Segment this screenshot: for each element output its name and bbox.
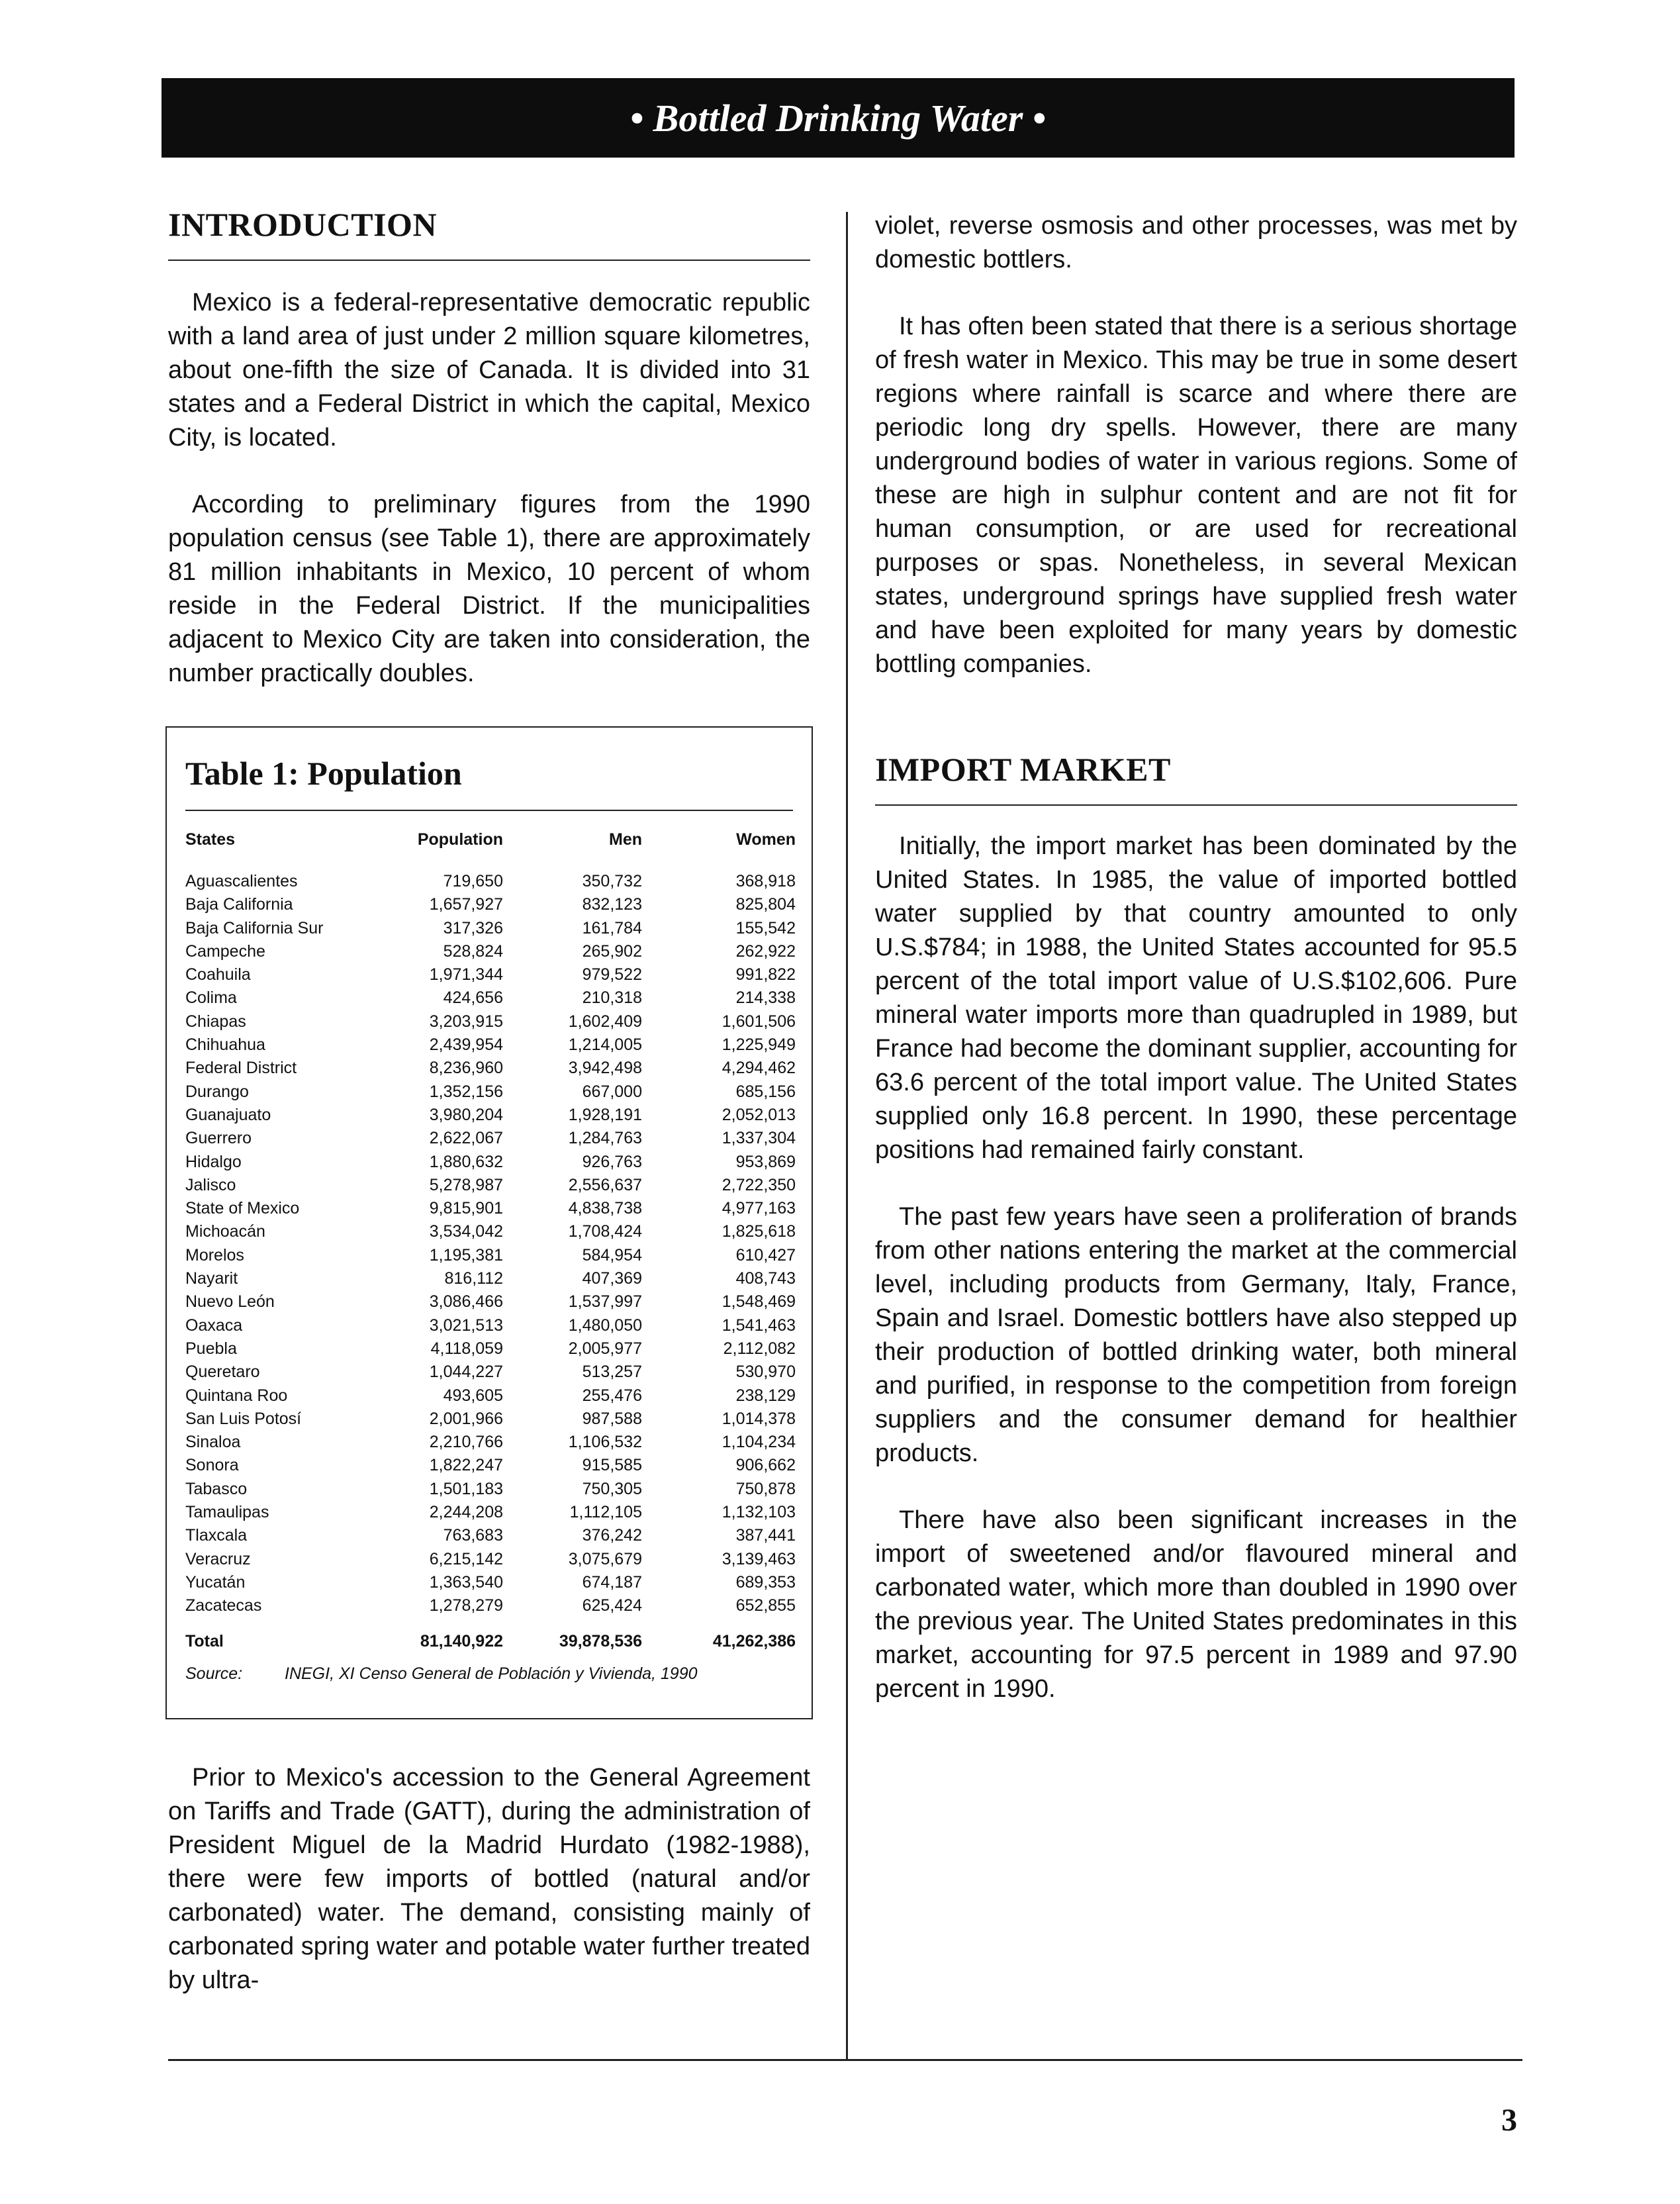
population-cell: 1,363,540 xyxy=(429,1572,503,1592)
men-cell: 674,187 xyxy=(582,1572,642,1592)
women-cell: 408,743 xyxy=(735,1269,796,1288)
population-cell: 424,656 xyxy=(443,988,503,1008)
women-cell: 610,427 xyxy=(735,1245,796,1265)
state-cell: Durango xyxy=(185,1082,249,1101)
men-cell: 1,112,105 xyxy=(569,1503,642,1522)
table-row xyxy=(185,1244,796,1267)
men-cell: 1,537,997 xyxy=(568,1292,642,1312)
women-cell: 368,918 xyxy=(735,872,796,890)
women-cell: 155,542 xyxy=(735,918,796,937)
men-cell: 832,123 xyxy=(582,895,642,914)
table-row xyxy=(185,1010,796,1033)
import-market-heading: IMPORT MARKET xyxy=(875,751,1171,788)
import-paragraph-3: There have also been significant increases in the import of sweetened and/or flavoured mineral and carbonated water, which more than doubled in 1990 over the previous year. The United States predominates in this market, accounting for 97.5 percent in 1989 and 97.90 percent in 1990. xyxy=(875,1506,1517,1703)
population-cell: 9,815,901 xyxy=(429,1199,503,1218)
state-cell: Zacatecas xyxy=(185,1596,262,1615)
population-cell: 2,244,208 xyxy=(429,1503,503,1522)
state-cell: Jalisco xyxy=(185,1175,236,1194)
intro-paragraph-2: According to preliminary figures from the 1990 population census (see Table 1), there are approximately 81 million inhabitants in Mexico, 10 percent of whom reside in the Federal District. If the municipalities adjacent to Mexico City are taken into consideration, the number practically doubles. xyxy=(168,491,810,687)
population-cell: 528,824 xyxy=(443,941,503,961)
state-cell: Queretaro xyxy=(185,1363,260,1382)
women-cell: 1,014,378 xyxy=(722,1409,796,1428)
men-cell: 4,838,738 xyxy=(568,1199,642,1218)
state-cell: Nuevo León xyxy=(185,1292,275,1312)
women-cell: 2,112,082 xyxy=(723,1339,796,1358)
heading-rule xyxy=(875,804,1517,806)
population-cell: 8,236,960 xyxy=(429,1059,503,1078)
women-cell: 214,338 xyxy=(735,988,796,1008)
table-row xyxy=(185,1454,796,1477)
men-cell: 3,942,498 xyxy=(568,1059,642,1078)
heading-rule xyxy=(168,260,810,261)
population-cell: 3,086,466 xyxy=(429,1292,503,1312)
import-paragraph-2: The past few years have seen a proliferation of brands from other nations entering the market at the commercial level, including products from Germany, Italy, France, Spain and Israel. Domestic bottlers have also stepped up their production of bottled drinking water, both mineral and purified, in response to the competition from foreign suppliers and the consumer demand for healthier products. xyxy=(875,1203,1517,1467)
table-row xyxy=(185,1431,796,1454)
table-row xyxy=(185,1548,796,1571)
men-cell: 625,424 xyxy=(582,1596,642,1615)
population-cell: 1,195,381 xyxy=(429,1245,503,1265)
population-cell: 2,210,766 xyxy=(429,1433,503,1452)
footer-rule xyxy=(168,2059,1522,2061)
state-cell: Nayarit xyxy=(185,1269,238,1288)
table-row xyxy=(185,1220,796,1243)
women-cell: 1,541,463 xyxy=(722,1316,796,1335)
men-cell: 926,763 xyxy=(582,1152,642,1171)
population-cell: 5,278,987 xyxy=(429,1175,503,1194)
men-cell: 2,005,977 xyxy=(568,1339,642,1358)
gatt-paragraph: Prior to Mexico's accession to the General Agreement on Tariffs and Trade (GATT), during the administration of President Miguel de la Madrid Hurdato (1982-1988), there were few imports of bottled (natural and/or carbonated) water. The demand, consisting mainly of carbonated spring water and potable water further treated by ultra- xyxy=(168,1764,810,1994)
table-row xyxy=(185,1408,796,1431)
women-cell: 685,156 xyxy=(735,1082,796,1101)
table-row xyxy=(185,1127,796,1150)
table-row xyxy=(185,1501,796,1524)
source-text: INEGI, XI Censo General de Población y Vivienda, 1990 xyxy=(285,1664,698,1683)
men-cell: 255,476 xyxy=(582,1386,642,1405)
population-cell: 1,044,227 xyxy=(429,1363,503,1382)
state-cell: Aguascalientes xyxy=(185,872,298,890)
total-men-cell: 39,878,536 xyxy=(559,1631,642,1651)
women-cell: 1,104,234 xyxy=(722,1433,796,1452)
population-cell: 1,880,632 xyxy=(429,1152,503,1171)
men-cell: 161,784 xyxy=(582,918,642,937)
men-cell: 584,954 xyxy=(582,1245,642,1265)
men-cell: 1,284,763 xyxy=(568,1129,642,1148)
col-header-women: Women xyxy=(736,830,796,849)
table-row xyxy=(185,1197,796,1220)
table-title: Table 1: Population xyxy=(185,755,462,792)
state-cell: Coahuila xyxy=(185,965,251,984)
population-cell: 3,980,204 xyxy=(429,1105,503,1124)
population-cell: 6,215,142 xyxy=(429,1549,503,1568)
total-state-cell: Total xyxy=(185,1631,224,1651)
women-cell: 1,601,506 xyxy=(722,1012,796,1031)
shortage-paragraph: It has often been stated that there is a serious shortage of fresh water in Mexico. This may be true in some desert regions where rainfall is scarce and where there are periodic long dry spells. However, there are many underground bodies of water in various regions. Some of these are high in sulphur content and are not fit for human consumption, or are used for recreational purposes or spas. Nonetheless, in several Mexican states, underground springs have supplied fresh water and have been exploited for many years by domestic bottling companies. xyxy=(875,312,1517,678)
population-cell: 317,326 xyxy=(443,918,503,937)
women-cell: 1,337,304 xyxy=(722,1129,796,1148)
men-cell: 1,602,409 xyxy=(568,1012,642,1031)
table-row xyxy=(185,1080,796,1104)
total-population-cell: 81,140,922 xyxy=(420,1631,503,1651)
state-cell: State of Mexico xyxy=(185,1199,300,1218)
state-cell: Hidalgo xyxy=(185,1152,242,1171)
men-cell: 376,242 xyxy=(582,1526,642,1545)
women-cell: 2,722,350 xyxy=(722,1175,796,1194)
table-row xyxy=(185,917,796,940)
population-cell: 3,021,513 xyxy=(429,1316,503,1335)
table-header-row xyxy=(185,830,796,870)
women-cell: 2,052,013 xyxy=(722,1105,796,1124)
women-cell: 1,132,103 xyxy=(722,1503,796,1522)
state-cell: Campeche xyxy=(185,941,265,961)
state-cell: Colima xyxy=(185,988,237,1008)
population-cell: 816,112 xyxy=(444,1269,503,1288)
state-cell: Yucatán xyxy=(185,1572,246,1592)
state-cell: Baja California Sur xyxy=(185,918,324,937)
women-cell: 262,922 xyxy=(735,941,796,961)
population-cell: 493,605 xyxy=(443,1386,503,1405)
table-total-row xyxy=(185,1618,796,1653)
population-table-box xyxy=(165,726,813,1719)
men-cell: 1,106,532 xyxy=(568,1433,642,1452)
table-title-rule xyxy=(185,810,793,811)
population-cell: 1,822,247 xyxy=(429,1456,503,1475)
women-cell: 238,129 xyxy=(735,1386,796,1405)
women-cell: 4,294,462 xyxy=(722,1059,796,1078)
table-row xyxy=(185,1267,796,1290)
women-cell: 387,441 xyxy=(735,1526,796,1545)
import-paragraph-1: Initially, the import market has been dominated by the United States. In 1985, the value of imported bottled water supplied by that country amounted to only U.S.$784; in 1988, the United States accounted for 95.5 percent of the total import value of U.S.$102,606. Pure mineral water imports more than quadrupled in 1989, but France had become the dominant supplier, accounting for 63.6 percent of the total import value. The United States supplied only 16.8 percent. In 1990, these percentage positions had remained fairly constant. xyxy=(875,832,1517,1164)
population-cell: 2,439,954 xyxy=(429,1035,503,1055)
table-row xyxy=(185,1174,796,1197)
intro-paragraph-1: Mexico is a federal-representative democratic republic with a land area of just under 2 million square kilometres, about one-fifth the size of Canada. It is divided into 31 states and a Federal District in which the capital, Mexico City, is located. xyxy=(168,289,810,452)
women-cell: 953,869 xyxy=(735,1152,796,1171)
state-cell: Quintana Roo xyxy=(185,1386,288,1405)
women-cell: 825,804 xyxy=(735,895,796,914)
population-cell: 2,001,966 xyxy=(429,1409,503,1428)
state-cell: Guerrero xyxy=(185,1129,252,1148)
men-cell: 1,480,050 xyxy=(568,1316,642,1335)
table-row xyxy=(185,1057,796,1080)
table-row xyxy=(185,1361,796,1384)
state-cell: Oaxaca xyxy=(185,1316,243,1335)
state-cell: Federal District xyxy=(185,1059,297,1078)
page-number: 3 xyxy=(1501,2103,1517,2138)
state-cell: Puebla xyxy=(185,1339,237,1358)
state-cell: Tabasco xyxy=(185,1479,248,1498)
state-cell: Chiapas xyxy=(185,1012,246,1031)
col-header-men: Men xyxy=(609,830,642,849)
state-cell: Morelos xyxy=(185,1245,244,1265)
population-cell: 1,278,279 xyxy=(429,1596,503,1615)
men-cell: 265,902 xyxy=(582,941,642,961)
population-cell: 719,650 xyxy=(443,872,503,890)
table-row xyxy=(185,893,796,916)
population-cell: 1,352,156 xyxy=(429,1082,503,1101)
table-row xyxy=(185,940,796,963)
state-cell: Sinaloa xyxy=(185,1433,241,1452)
col-header-population: Population xyxy=(417,830,503,849)
continued-paragraph: violet, reverse osmosis and other processes, was met by domestic bottlers. xyxy=(875,212,1517,273)
men-cell: 350,732 xyxy=(582,872,642,890)
title-banner xyxy=(162,78,1515,158)
state-cell: Guanajuato xyxy=(185,1105,271,1124)
population-cell: 1,501,183 xyxy=(429,1479,503,1498)
population-cell: 763,683 xyxy=(443,1526,503,1545)
state-cell: Veracruz xyxy=(185,1549,251,1568)
population-cell: 3,203,915 xyxy=(429,1012,503,1031)
table-body xyxy=(185,870,796,1653)
table-row xyxy=(185,1478,796,1501)
table-row xyxy=(185,963,796,986)
table-row xyxy=(185,1571,796,1594)
population-cell: 4,118,059 xyxy=(430,1339,503,1358)
introduction-heading: INTRODUCTION xyxy=(168,206,438,243)
women-cell: 906,662 xyxy=(735,1456,796,1475)
table-row xyxy=(185,1384,796,1408)
table-row xyxy=(185,1033,796,1057)
total-women-cell: 41,262,386 xyxy=(712,1631,796,1651)
men-cell: 1,928,191 xyxy=(568,1105,642,1124)
table-row xyxy=(185,1594,796,1617)
women-cell: 689,353 xyxy=(735,1572,796,1592)
men-cell: 987,588 xyxy=(582,1409,642,1428)
population-cell: 3,534,042 xyxy=(429,1222,503,1241)
left-column xyxy=(168,205,810,691)
table-row xyxy=(185,1104,796,1127)
table-row xyxy=(185,1290,796,1314)
men-cell: 750,305 xyxy=(582,1479,642,1498)
state-cell: San Luis Potosí xyxy=(185,1409,302,1428)
men-cell: 1,708,424 xyxy=(568,1222,642,1241)
table-source xyxy=(185,1664,698,1684)
women-cell: 652,855 xyxy=(735,1596,796,1615)
population-cell: 2,622,067 xyxy=(429,1129,503,1148)
table-row xyxy=(185,870,796,893)
table-row xyxy=(185,1524,796,1547)
men-cell: 210,318 xyxy=(582,988,642,1008)
men-cell: 1,214,005 xyxy=(568,1035,642,1055)
women-cell: 530,970 xyxy=(735,1363,796,1382)
men-cell: 667,000 xyxy=(582,1082,642,1101)
men-cell: 915,585 xyxy=(582,1456,642,1475)
state-cell: Baja California xyxy=(185,895,293,914)
column-divider xyxy=(846,212,848,2059)
table-row xyxy=(185,986,796,1010)
men-cell: 3,075,679 xyxy=(568,1549,642,1568)
col-header-states: States xyxy=(185,830,236,849)
table-row xyxy=(185,1151,796,1174)
women-cell: 1,548,469 xyxy=(722,1292,796,1312)
table-row xyxy=(185,1314,796,1337)
women-cell: 991,822 xyxy=(735,965,796,984)
men-cell: 979,522 xyxy=(582,965,642,984)
right-column xyxy=(875,209,1517,1706)
source-label: Source: xyxy=(185,1664,243,1683)
table-row xyxy=(185,1337,796,1361)
women-cell: 1,225,949 xyxy=(722,1035,796,1055)
population-table xyxy=(185,830,796,1653)
women-cell: 4,977,163 xyxy=(722,1199,796,1218)
state-cell: Tlaxcala xyxy=(185,1526,248,1545)
population-cell: 1,971,344 xyxy=(429,965,503,984)
state-cell: Tamaulipas xyxy=(185,1503,269,1522)
state-cell: Sonora xyxy=(185,1456,239,1475)
women-cell: 1,825,618 xyxy=(722,1222,796,1241)
women-cell: 750,878 xyxy=(735,1479,796,1498)
state-cell: Michoacán xyxy=(185,1222,265,1241)
state-cell: Chihuahua xyxy=(185,1035,265,1055)
population-cell: 1,657,927 xyxy=(429,895,503,914)
women-cell: 3,139,463 xyxy=(722,1549,796,1568)
banner-title: • Bottled Drinking Water • xyxy=(630,96,1047,140)
men-cell: 2,556,637 xyxy=(568,1175,642,1194)
men-cell: 513,257 xyxy=(582,1363,642,1382)
men-cell: 407,369 xyxy=(582,1269,642,1288)
